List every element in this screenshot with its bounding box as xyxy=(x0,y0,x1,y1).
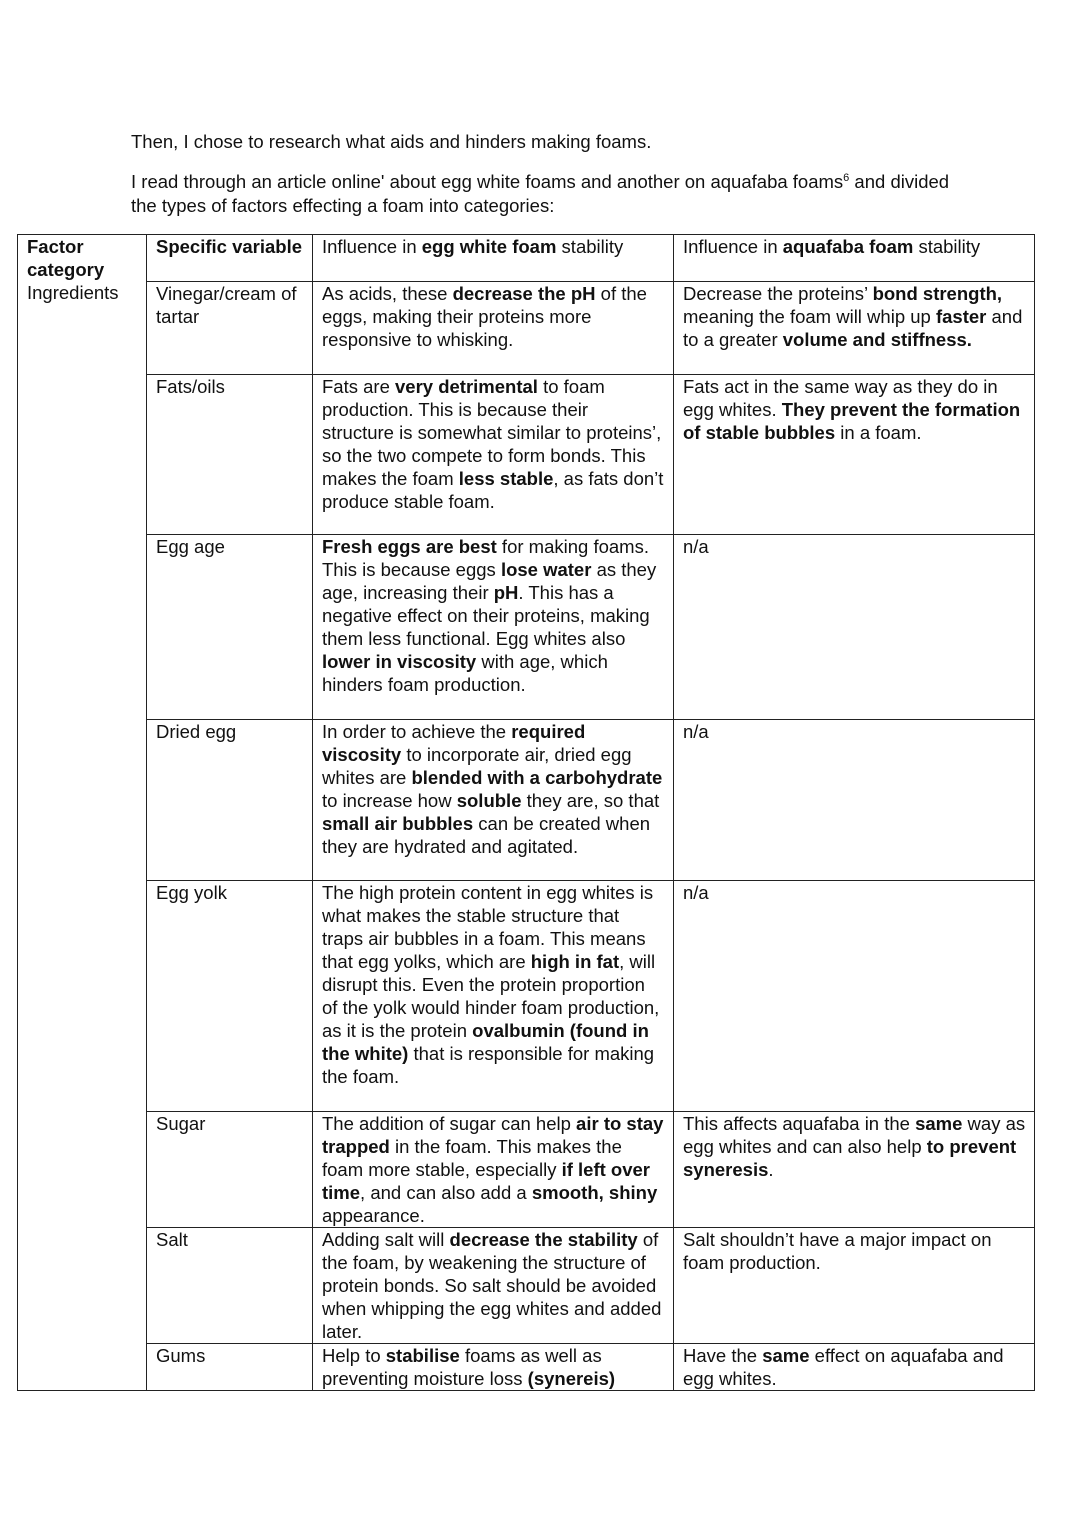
cell-text: The high protein content in egg whites is what makes the stable structure that traps air bubbles in a foam. This means that egg yolks, which are xyxy=(322,881,654,972)
emphasis-text: blended with a carbohydrate xyxy=(411,766,663,788)
intro-text-2 xyxy=(131,170,961,218)
intro-paragraph-1 xyxy=(131,130,1031,154)
emphasis-text: less stable xyxy=(458,467,554,489)
header-specific-variable: Specific variable xyxy=(147,235,313,282)
cell-text: way as egg whites and can also help xyxy=(683,1112,1026,1157)
cell-text: they are, so that xyxy=(521,789,660,811)
factor-category-cell xyxy=(18,1343,147,1390)
cell-text: , will disrupt this. Even the protein proportion of the yolk would hinder foam production, as it is the protein xyxy=(322,950,660,1041)
emphasis-text: They prevent the formation of stable bubbles xyxy=(683,398,1021,443)
specific-variable-cell: Egg yolk xyxy=(147,880,313,1111)
cell-text: appearance. xyxy=(322,1204,425,1226)
egg-white-influence-cell xyxy=(313,534,674,719)
emphasis-text: volume and stiffness. xyxy=(782,328,972,350)
emphasis-text: very detrimental xyxy=(395,375,538,397)
table-row xyxy=(18,719,1035,880)
emphasis-text: if left over time xyxy=(322,1158,651,1203)
header-factor-category: Factor category xyxy=(18,235,147,282)
emphasis-text: stabilise xyxy=(385,1344,460,1366)
cell-text: Fats are xyxy=(322,375,395,397)
cell-text: as they age, increasing their xyxy=(322,558,657,603)
cell-text: . xyxy=(768,1158,774,1180)
emphasis-text: pH xyxy=(493,581,519,603)
specific-variable-cell: Salt xyxy=(147,1227,313,1343)
factor-category-cell xyxy=(18,374,147,534)
cell-text: of the foam, by weakening the structure of protein bonds. So salt should be avoided when whipping the egg whites and added later. xyxy=(322,1228,662,1342)
cell-text: This affects aquafaba in the xyxy=(683,1112,916,1134)
specific-variable-cell: Fats/oils xyxy=(147,374,313,534)
aquafaba-influence-cell xyxy=(674,719,1035,880)
egg-white-influence-cell xyxy=(313,1111,674,1227)
cell-text: Decrease the proteins’ xyxy=(683,282,873,304)
cell-text: meaning the foam will whip up xyxy=(683,305,936,327)
cell-text: that is responsible for making the foam. xyxy=(322,1042,655,1087)
specific-variable-cell: Dried egg xyxy=(147,719,313,880)
header-egg-white-influence: Influence in egg white foam stability xyxy=(313,235,674,282)
cell-text: of the eggs, making their proteins more responsive to whisking. xyxy=(322,282,647,350)
cell-text: n/a xyxy=(683,720,709,742)
table-header-row xyxy=(18,235,1035,282)
aquafaba-influence-cell xyxy=(674,1111,1035,1227)
factor-category-cell: Ingredients xyxy=(18,281,147,374)
egg-white-influence-cell xyxy=(313,719,674,880)
cell-text: Have the xyxy=(683,1344,763,1366)
cell-text: Adding salt will xyxy=(322,1228,450,1250)
specific-variable-cell: Sugar xyxy=(147,1111,313,1227)
intro-text-1: Then, I chose to research what aids and hinders making foams. xyxy=(131,131,652,152)
cell-text: The addition of sugar can help xyxy=(322,1112,577,1134)
table-row xyxy=(18,1227,1035,1343)
emphasis-text: high in fat xyxy=(530,950,620,972)
emphasis-text: air to stay trapped xyxy=(322,1112,664,1157)
specific-variable-cell: Gums xyxy=(147,1343,313,1390)
cell-text: n/a xyxy=(683,881,709,903)
emphasis-text: ovalbumin (found in the white) xyxy=(322,1019,649,1064)
cell-text: to foam production. This is because their structure is somewhat similar to proteins’, so the two compete to form bonds. This makes the foam xyxy=(322,375,662,489)
cell-text: . This has a negative effect on their proteins, making them less functional. Egg whites also xyxy=(322,581,650,649)
table-row xyxy=(18,880,1035,1111)
factor-category-cell xyxy=(18,1227,147,1343)
egg-white-influence-cell xyxy=(313,880,674,1111)
cell-text: , as fats don’t produce stable foam. xyxy=(322,467,664,512)
cell-text: , and can also add a xyxy=(360,1181,532,1203)
factor-category-cell xyxy=(18,534,147,719)
emphasis-text: decrease the pH xyxy=(452,282,596,304)
cell-text: with age, which hinders foam production. xyxy=(322,650,608,695)
emphasis-text: faster xyxy=(935,305,987,327)
emphasis-text: same xyxy=(762,1344,810,1366)
cell-text: to increase how xyxy=(322,789,457,811)
table-row xyxy=(18,1111,1035,1227)
cell-text: in a foam. xyxy=(835,421,922,443)
aquafaba-influence-cell xyxy=(674,1343,1035,1390)
footnote-ref: 6 xyxy=(843,171,850,184)
emphasis-text: (synereis) xyxy=(527,1367,616,1389)
egg-white-influence-cell xyxy=(313,281,674,374)
emphasis-text: bond strength, xyxy=(872,282,1003,304)
cell-text: Fats act in the same way as they do in egg whites. xyxy=(683,375,998,420)
aquafaba-influence-cell xyxy=(674,534,1035,719)
cell-text: Salt shouldn’t have a major impact on foam production. xyxy=(683,1228,992,1273)
table-row xyxy=(18,281,1035,374)
cell-text: can be created when they are hydrated and agitated. xyxy=(322,812,651,857)
cell-text: Help to xyxy=(322,1344,386,1366)
emphasis-text: small air bubbles xyxy=(322,812,474,834)
aquafaba-influence-cell xyxy=(674,281,1035,374)
specific-variable-cell: Egg age xyxy=(147,534,313,719)
emphasis-text: Fresh eggs are best xyxy=(322,535,497,557)
specific-variable-cell: Vinegar/cream of tartar xyxy=(147,281,313,374)
cell-text: and to a greater xyxy=(683,305,1023,350)
table-row xyxy=(18,374,1035,534)
emphasis-text: soluble xyxy=(456,789,522,811)
intro-paragraph-2 xyxy=(131,170,961,218)
cell-text: As acids, these xyxy=(322,282,453,304)
factor-category-cell xyxy=(18,880,147,1111)
cell-text: effect on aquafaba and egg whites. xyxy=(683,1344,1004,1389)
emphasis-text: same xyxy=(915,1112,963,1134)
emphasis-text: smooth, shiny xyxy=(531,1181,658,1203)
emphasis-text: lose water xyxy=(500,558,592,580)
header-aquafaba-influence: Influence in aquafaba foam stability xyxy=(674,235,1035,282)
cell-text: foams as well as preventing moisture loss xyxy=(322,1344,602,1389)
cell-text: n/a xyxy=(683,535,709,557)
intro-text-2a: I read through an article online' about egg white foams and another on aquafaba foams xyxy=(131,171,844,192)
aquafaba-influence-cell xyxy=(674,1227,1035,1343)
aquafaba-influence-cell xyxy=(674,374,1035,534)
cell-text: for making foams. This is because eggs xyxy=(322,535,649,580)
aquafaba-influence-cell xyxy=(674,880,1035,1111)
egg-white-influence-cell xyxy=(313,374,674,534)
cell-text: In order to achieve the xyxy=(322,720,512,742)
table-row xyxy=(18,1343,1035,1390)
emphasis-text: decrease the stability xyxy=(449,1228,638,1250)
intro-text-2b: and divided the types of factors effecting a foam into categories: xyxy=(131,171,950,216)
factor-category-cell xyxy=(18,1111,147,1227)
foam-factors-table xyxy=(17,234,1035,1391)
egg-white-influence-cell xyxy=(313,1343,674,1390)
emphasis-text: lower in viscosity xyxy=(322,650,477,672)
emphasis-text: to prevent syneresis xyxy=(683,1135,1017,1180)
emphasis-text: required viscosity xyxy=(322,720,586,765)
table-row xyxy=(18,534,1035,719)
cell-text: to incorporate air, dried egg whites are xyxy=(322,743,632,788)
cell-text: in the foam. This makes the foam more stable, especially xyxy=(322,1135,622,1180)
egg-white-influence-cell xyxy=(313,1227,674,1343)
factor-category-cell xyxy=(18,719,147,880)
